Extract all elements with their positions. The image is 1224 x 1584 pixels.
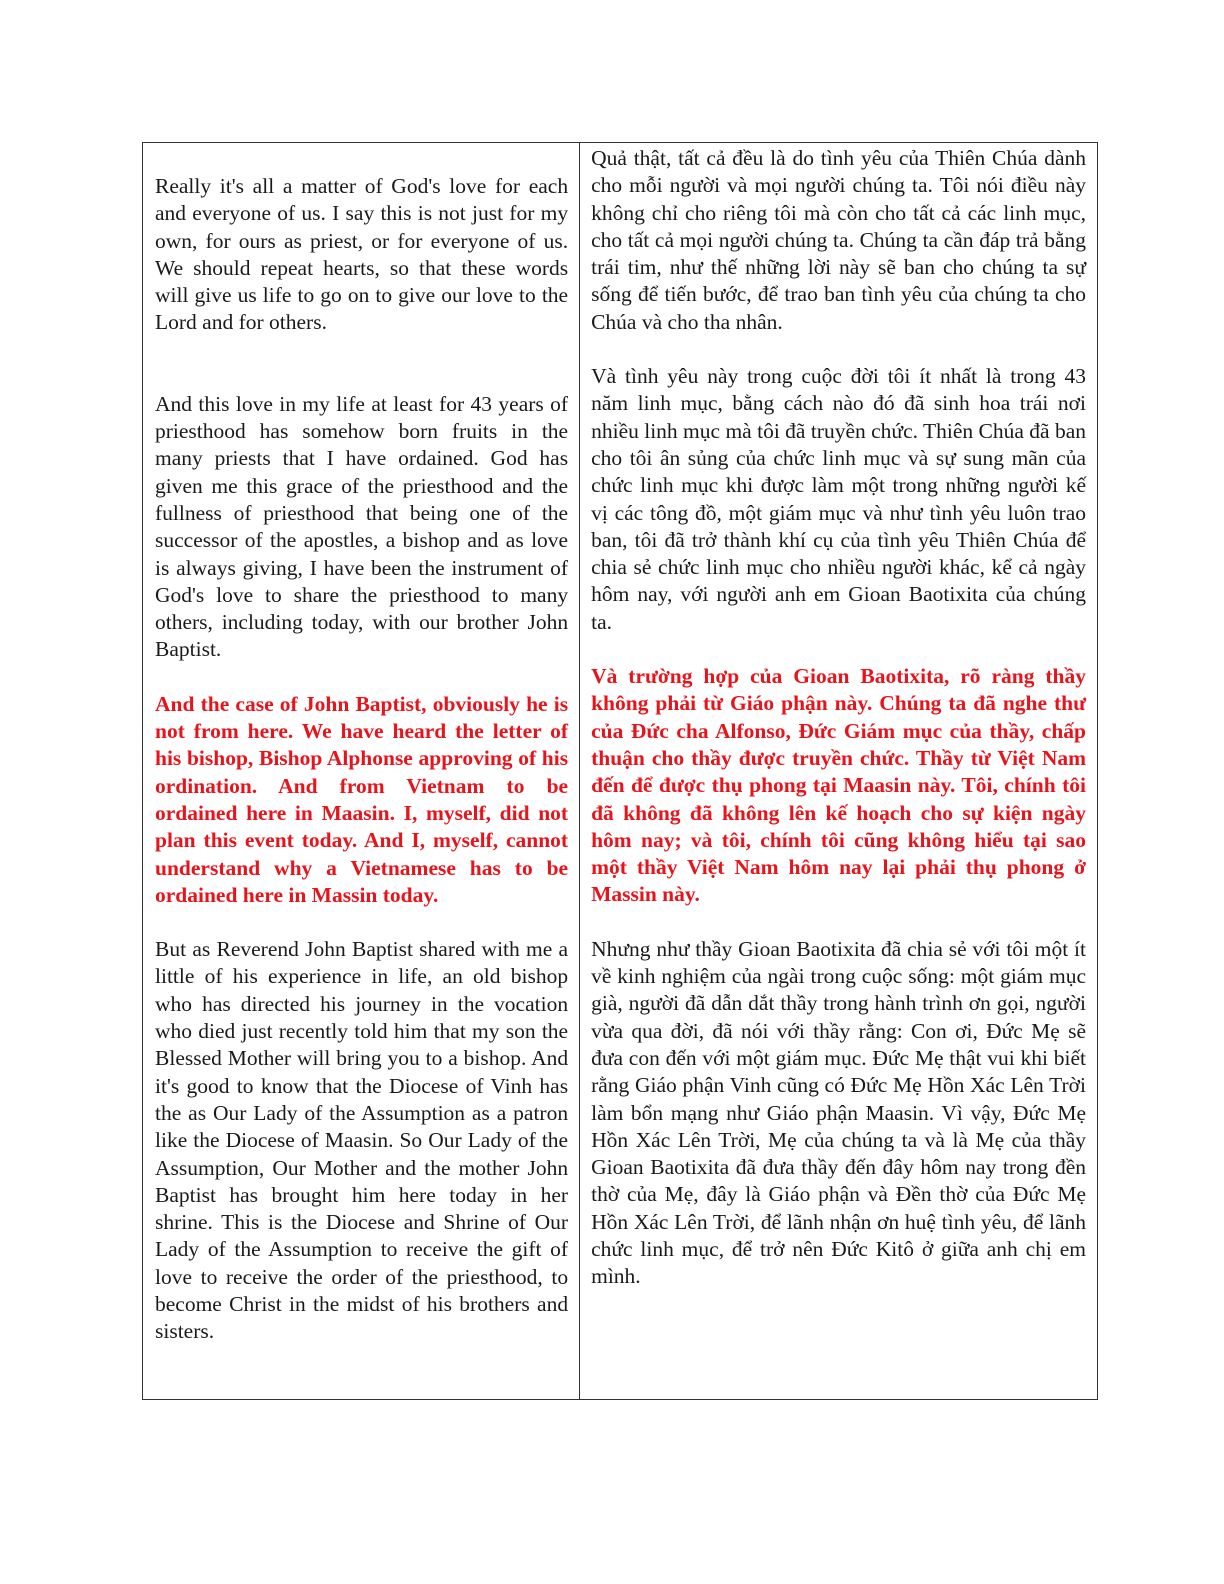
english-paragraph: But as Reverend John Baptist shared with me a little of his experience in life, an old bishop who has directed his journey in the vocation who died just recently told him that my son the Blessed Mother will bring you to a bishop. And it's good to know that the Diocese of Vinh has the as Our Lady of the Assumption as a patron like the Diocese of Maasin. So Our Lady of the Assumption, Our Mother and the mother John Baptist has brought him here today in her shrine. This is the Diocese and Shrine of Our Lady of the Assumption to receive the gift of love to receive the order of the priesthood, to become Christ in the midst of his brothers and sisters. [155, 937, 569, 1344]
vietnamese-highlighted-paragraph: Và trường hợp của Gioan Baotixita, rõ ràng thầy không phải từ Giáo phận này. Chúng ta đã nghe thư của Đức cha Alfonso, Đức Giám mục của thầy, chấp thuận cho thầy được truyền chức. Thầy từ Việt Nam đến để được thụ phong tại Maasin này. Tôi, chính tôi đã không đã không lên kế hoạch cho sự kiện ngày hôm nay; và tôi, chính tôi cũng không hiểu tại sao một thầy Việt Nam hôm nay lại phải thụ phong ở Massin này. [591, 664, 1086, 907]
vietnamese-paragraph: Và tình yêu này trong cuộc đời tôi ít nhất là trong 43 năm linh mục, bằng cách nào đó đã sinh hoa trái nơi nhiều linh mục mà tôi đã truyền chức. Thiên Chúa đã ban cho tôi ân sủng của chức linh mục và sự sung mãn của chức linh mục khi được làm một trong những người kế vị các tông đồ, một giám mục và như tình yêu luôn trao ban, tôi đã trở thành khí cụ của tình yêu Thiên Chúa để chia sẻ chức linh mục cho nhiều người khác, kể cả ngày hôm nay, với người anh em Gioan Baotixita của chúng ta. [591, 364, 1086, 634]
vietnamese-paragraph: Quả thật, tất cả đều là do tình yêu của Thiên Chúa dành cho mỗi người và mọi người chúng ta. Tôi nói điều này không chỉ cho riêng tôi mà còn cho tất cả các linh mục, cho tất cả mọi người chúng ta. Chúng ta cần đáp trả bằng trái tim, như thế những lời này sẽ ban cho chúng ta sự sống để tiến bước, để trao ban tình yêu của chúng ta cho Chúa và cho tha nhân. [591, 146, 1086, 334]
bilingual-table [142, 142, 1098, 1400]
english-paragraph: Really it's all a matter of God's love for each and everyone of us. I say this is not just for my own, for ours as priest, or for everyone of us. We should repeat hearts, so that these words will give us life to go on to give our love to the Lord and for others. [155, 174, 569, 335]
english-highlighted-paragraph: And the case of John Baptist, obviously he is not from here. We have heard the letter of his bishop, Bishop Alphonse approving of his ordination. And from Vietnam to be ordained here in Maasin. I, myself, did not plan this event today. And I, myself, cannot understand why a Vietnamese has to be ordained here in Massin today. [155, 691, 569, 907]
english-paragraph: And this love in my life at least for 43 years of priesthood has somehow born fruits in the many priests that I have ordained. God has given me this grace of the priesthood and the fullness of priesthood that being one of the successor of the apostles, a bishop and as love is always giving, I have been the instrument of God's love to share the priesthood to many others, including today, with our brother John Baptist. [155, 391, 569, 662]
vietnamese-column [580, 143, 1097, 1399]
vietnamese-paragraph: Nhưng như thầy Gioan Baotixita đã chia sẻ với tôi một ít về kinh nghiệm của ngài trong cuộc sống: một giám mục già, người đã dẫn dắt thầy trong hành trình ơn gọi, người vừa qua đời, đã nói với thầy rằng: Con ơi, Đức Mẹ sẽ đưa con đến với một giám mục. Đức Mẹ thật vui khi biết rằng Giáo phận Vinh cũng có Đức Mẹ Hồn Xác Lên Trời làm bổn mạng như Giáo phận Maasin. Vì vậy, Đức Mẹ Hồn Xác Lên Trời, Mẹ của chúng ta và là Mẹ của thầy Gioan Baotixita đã đưa thầy đến đây hôm nay trong đền thờ của Mẹ, đây là Giáo phận và Đền thờ của Đức Mẹ Hồn Xác Lên Trời, để lãnh nhận ơn huệ tình yêu, để lãnh chức linh mục, để trở nên Đức Kitô ở giữa anh chị em mình. [591, 936, 1086, 1289]
english-column [143, 143, 580, 1399]
